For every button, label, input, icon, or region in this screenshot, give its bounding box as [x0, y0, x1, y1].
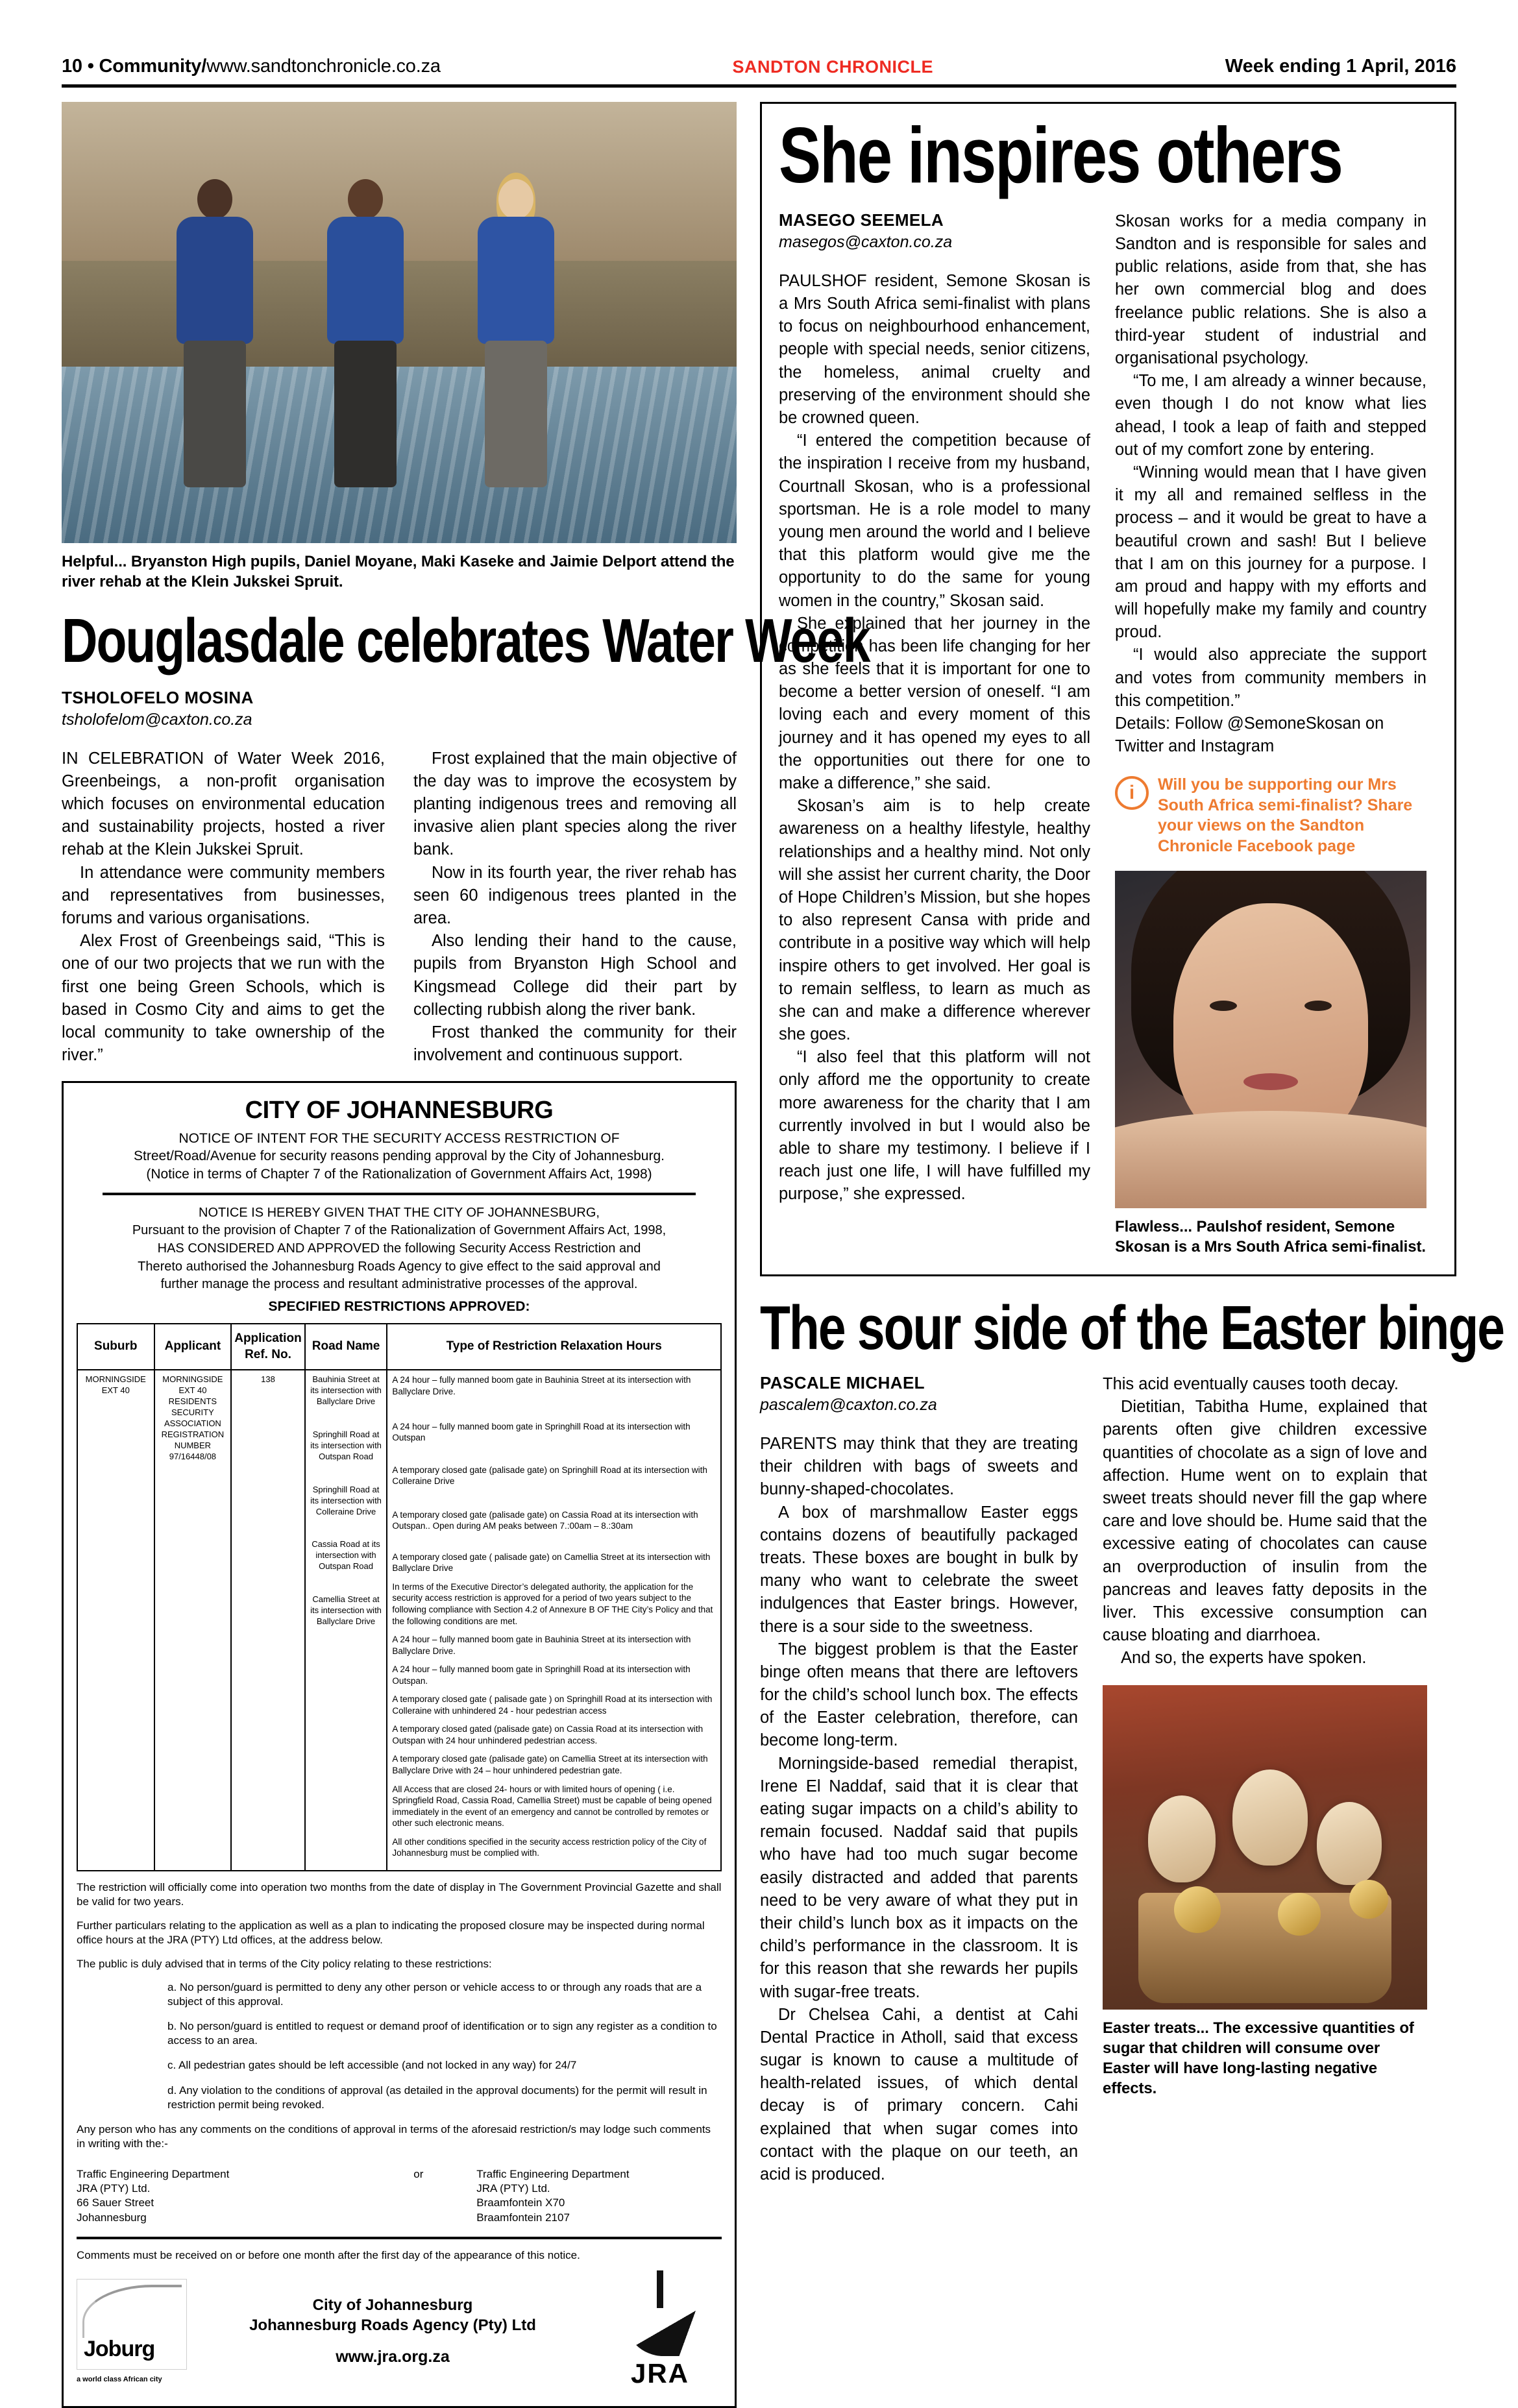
comments-deadline: Comments must be received on or before one month after the first day of the appearance of this notice. — [77, 2249, 580, 2262]
article-paragraph: “To me, I am already a winner because, even though I do not know what lies ahead, I took a leap of faith and stepped out of my comfort zone by entering. — [1115, 372, 1426, 459]
notice-given-line: Thereto authorised the Johannesburg Roads Agency to give effect to the said approval and — [138, 1259, 661, 1274]
cell-road-names — [305, 1370, 387, 1870]
person-figure — [444, 173, 588, 491]
restrictions-table — [77, 1323, 722, 1871]
article-paragraph: Skosan’s aim is to help create awareness on a healthy lifestyle, healthy relationships and a healthy mind. Not only will she assist her current charity, the Door of Hope Children’s Mission, but she hopes to also represent Cansa with pride and contribute in a positive way which will help inspire others to get involved. Her goal is to remain selfless, to learn as much as she can and make a difference wherever she goes. — [779, 797, 1090, 1044]
article-paragraph: “Winning would mean that I have given it my all and remained selfless in the process – and it would be great to have a beautiful crown and sash! But I believe that I am on this journey for a purpose. I am proud and happy with my efforts and will hopefully make my family and country proud. — [1115, 463, 1426, 642]
road-name-item: Cassia Road at its intersection with Outspan Road — [312, 1539, 380, 1572]
notice-given-line: Pursuant to the provision of Chapter 7 of the Rationalization of Government Affairs Act, 1998, — [132, 1223, 667, 1238]
notice-subtitle-line: (Notice in terms of Chapter 7 of the Rationalization of Government Affairs Act, 1998) — [146, 1167, 652, 1182]
cell-restriction-types — [387, 1370, 721, 1870]
address-line: JRA (PTY) Ltd. — [476, 2182, 550, 2195]
notice-given-block — [77, 1204, 722, 1294]
douglasdale-author-email: tsholofelom@caxton.co.za — [62, 710, 252, 729]
masthead-divider — [62, 84, 1456, 88]
publication-title: SANDTON CHRONICLE — [732, 57, 934, 77]
callout-text: Will you be supporting our Mrs South Africa semi-finalist? Share your views on the Sandton Chronicle Facebook page — [1158, 775, 1413, 855]
she-inspires-author: MASEGO SEEMELA — [779, 210, 944, 230]
portrait-lips — [1243, 1073, 1298, 1090]
address-line: JRA (PTY) Ltd. — [77, 2182, 151, 2195]
easter-headline: The sour side of the Easter binge — [760, 1293, 1504, 1363]
joburg-logo-box — [77, 2279, 187, 2370]
jra-website-url[interactable]: www.jra.org.za — [336, 2347, 450, 2366]
restriction-item: All other conditions specified in the security access restriction policy of the City of Johannesburg must be complied with. — [392, 1836, 707, 1858]
easter-col-2 — [1103, 1373, 1427, 2186]
col-header-ref-no: Application Ref. No. — [231, 1324, 304, 1370]
douglasdale-body — [62, 748, 737, 1067]
she-inspires-col-1 — [779, 210, 1090, 1258]
article-paragraph: In attendance were community members and representatives from businesses, forums and various organisations. — [62, 863, 385, 927]
article-paragraph: Dietitian, Tabitha Hume, explained that parents often give children excessive quantities of chocolate as a sign of love and affection. Hume went on to explain that sweet treats should never fill the gap where care and love should be. Hume said that the excessive eating of chocolates can cause an overproduction of insulin from the pancreas and leaves fatty deposits in the liver. This excessive consumption can cause bloating and diarrhoea. — [1103, 1398, 1427, 1645]
river-photo-caption: Helpful... Bryanston High pupils, Daniel Moyane, Maki Kaseke and Jaimie Delport attend the river rehab at the Klein Jukskei Spruit. — [62, 553, 735, 590]
jra-footer-text — [249, 2295, 536, 2367]
easter-article — [760, 1293, 1504, 2186]
col-header-suburb: Suburb — [77, 1324, 154, 1370]
address-left — [77, 2167, 360, 2226]
article-paragraph: “I also feel that this platform will not only afford me the opportunity to create more awareness for the charity that I am currently involved in but I would also be able to share my testimony. I believe if I reach just one life, I will have fulfilled my purpose,” she expressed. — [779, 1048, 1090, 1204]
page-number-label: 10 • Community/ — [62, 56, 207, 77]
issue-date: Week ending 1 April, 2016 — [1225, 56, 1456, 77]
address-separator: or — [413, 2167, 424, 2180]
easter-author-email: pascalem@caxton.co.za — [760, 1396, 937, 1415]
details-line: Twitter and Instagram — [1115, 737, 1275, 756]
col-header-restriction-type: Type of Restriction Relaxation Hours — [387, 1324, 721, 1370]
article-paragraph: She explained that her journey in the competition has been life changing for her as she feels that it is important for one to become a better version of oneself. “I am loving each and every moment of this journey and it has opened my eyes to all the opportunities out there for one to make a difference,” she said. — [779, 614, 1090, 793]
foil-wrapped-chocolate — [1278, 1893, 1321, 1936]
person-figure — [293, 173, 437, 491]
road-curve-icon — [624, 2311, 696, 2356]
notice-paragraph: The public is duly advised that in terms of the City policy relating to these restrictions: — [77, 1957, 492, 1970]
footer-org-line-1: City of Johannesburg — [312, 2296, 473, 2315]
notice-given-line: HAS CONSIDERED AND APPROVED the following Security Access Restriction and — [157, 1241, 641, 1256]
cell-ref-no: 138 — [231, 1370, 304, 1870]
douglasdale-author: TSHOLOFELO MOSINA — [62, 687, 254, 707]
notice-paragraph: Further particulars relating to the application as well as a plan to indicating the proposed closure may be inspected during normal office hours at the JRA (PTY) Ltd offices, at the address below. — [77, 1919, 705, 1947]
she-inspires-details — [1115, 712, 1426, 758]
col-header-applicant: Applicant — [154, 1324, 232, 1370]
joburg-arc-icon — [82, 2285, 182, 2338]
restriction-item: A 24 hour – fully manned boom gate in Bauhinia Street at its intersection with Ballyclare Drive. — [392, 1375, 691, 1396]
restriction-item: A temporary closed gate (palisade gate) on Cassia Road at its intersection with Outspan.. Open during AM peaks between 7.:00am – 8.:30am — [392, 1509, 698, 1531]
restriction-item: In terms of the Executive Director’s delegated authority, the application for the security access restriction is approved for a period of two years subject to the following compliance with Section 4.2 of Annexure B OF THE City’s Policy and that the following conditions are met. — [392, 1581, 713, 1626]
article-paragraph: Alex Frost of Greenbeings said, “This is one of our two projects that we run with the first one being Green Schools, which is based in Cosmo City and aims to get the local community to take ownership of the river.” — [62, 932, 385, 1065]
she-inspires-col-2 — [1115, 210, 1426, 1258]
road-name-item: Bauhinia Street at its intersection with Ballyclare Drive — [310, 1374, 382, 1407]
article-paragraph: Frost thanked the community for their involvement and continuous support. — [413, 1023, 737, 1065]
col-header-road-name: Road Name — [305, 1324, 387, 1370]
she-inspires-author-email: masegos@caxton.co.za — [779, 232, 953, 251]
comments-intro: Any person who has any comments on the conditions of approval in terms of the aforesaid restriction/s may lodge such comments in writing with the:- — [77, 2122, 711, 2150]
table-header-row — [77, 1324, 721, 1370]
article-paragraph: This acid eventually causes tooth decay. — [1103, 1375, 1399, 1394]
restriction-item: A 24 hour – fully manned boom gate in Springhill Road at its intersection with Outspan. — [392, 1664, 691, 1686]
restriction-item: A 24 hour – fully manned boom gate in Springhill Road at its intersection with Outspan — [392, 1421, 691, 1443]
joburg-logo — [77, 2279, 187, 2384]
article-paragraph: A box of marshmallow Easter eggs contains dozens of beautifully packaged treats. These boxes are bought in bulk by many who want to celebrate the sweet indulgences that Easter brings. However, there is a sour side to the sweetness. — [760, 1503, 1078, 1636]
address-right — [476, 2167, 722, 2226]
address-line: Johannesburg — [77, 2211, 147, 2224]
article-paragraph: Now in its fourth year, the river rehab has seen 60 indigenous trees planted in the area. — [413, 863, 737, 927]
restriction-item: A temporary closed gated (palisade gate) on Cassia Road at its intersection with Outspan with 24 hour unhindered pedestrian access. — [392, 1724, 704, 1745]
website-url: www.sandtonchronicle.co.za — [206, 56, 441, 77]
she-inspires-columns — [779, 210, 1438, 1258]
road-name-item: Springhill Road at its intersection with Colleraine Drive — [310, 1484, 382, 1516]
foil-wrapped-chocolate — [1174, 1886, 1221, 1933]
notice-given-line: NOTICE IS HEREBY GIVEN THAT THE CITY OF JOHANNESBURG, — [199, 1205, 600, 1220]
article-paragraph: Dr Chelsea Cahi, a dentist at Cahi Dental Practice in Atholl, said that excess sugar is known to cause a multitude of health-related issues, of which dental decay is of primary concern. Cahi explained that when sugar comes into contact with the plaque on our teeth, an acid is produced. — [760, 2005, 1078, 2184]
notice-subtitle-line: NOTICE OF INTENT FOR THE SECURITY ACCESS RESTRICTION OF — [178, 1130, 620, 1146]
restriction-item: All Access that are closed 24- hours or with limited hours of opening ( i.e. Springfield Road, Cassia Road, Camellia Street) must be capable of being opened immediately in the event of an emergency and cannot be controlled by remotes or other such electronic means. — [392, 1784, 712, 1829]
portrait-eye — [1210, 1001, 1237, 1011]
joburg-logo-wordmark: Joburg — [84, 2337, 155, 2362]
she-inspires-article — [760, 102, 1456, 1276]
easter-egg — [1317, 1802, 1382, 1885]
article-paragraph: “I would also appreciate the support and votes from community members in this competition.” — [1115, 646, 1426, 710]
cell-applicant: MORNINGSIDE EXT 40 RESIDENTS SECURITY ASSOCIATION REGISTRATION NUMBER 97/16448/08 — [154, 1370, 232, 1870]
restriction-item: A temporary closed gate ( palisade gate ) on Springhill Road at its intersection with Colleraine with unhindered 24 - hour pedestrian access — [392, 1694, 713, 1716]
masthead-left — [62, 56, 441, 77]
city-of-johannesburg-notice — [62, 1081, 737, 2408]
condition-item: b. No person/guard is entitled to request or demand proof of identification or to sign any register as a condition to access to an area. — [167, 2020, 717, 2047]
notice-conditions-list — [141, 1980, 722, 2112]
notice-addresses — [77, 2167, 722, 2226]
photo-people — [143, 173, 588, 491]
easter-egg — [1232, 1770, 1308, 1866]
table-row — [77, 1370, 721, 1870]
article-paragraph: And so, the experts have spoken. — [1121, 1649, 1367, 1668]
easter-treats-photo — [1103, 1685, 1427, 2010]
semone-skosan-portrait — [1115, 871, 1426, 1208]
info-icon: i — [1115, 776, 1149, 810]
she-inspires-body-col1 — [779, 270, 1090, 1206]
footer-org-line-2: Johannesburg Roads Agency (Pty) Ltd — [249, 2317, 536, 2335]
page-columns — [62, 102, 1504, 2408]
road-name-item: Springhill Road at its intersection with Outspan Road — [310, 1429, 382, 1461]
specified-restrictions-heading: SPECIFIED RESTRICTIONS APPROVED: — [268, 1298, 530, 1314]
portrait-caption: Flawless... Paulshof resident, Semone Skosan is a Mrs South Africa semi-finalist. — [1115, 1218, 1426, 1256]
notice-divider-bottom — [77, 2237, 722, 2239]
article-paragraph: Morningside-based remedial therapist, Irene El Naddaf, said that it is clear that eating sugar impacts on a child’s ability to remain focused. Naddaf said that pupils who have had too much sugar become easily distracted and added that parents need to be very aware of what they put in their child’s lunch box as it impacts on the child’s performance in the classroom. It is for this reason that she rewards her pupils with sugar-free treats. — [760, 1754, 1078, 2001]
article-paragraph: The biggest problem is that the Easter binge often means that there are leftovers for the child’s school lunch box. The effects of the Easter celebration, therefore, can become long-term. — [760, 1640, 1078, 1750]
jra-logo-letters: JRA — [630, 2358, 689, 2389]
restriction-item: A temporary closed gate ( palisade gate) on Camellia Street at its intersection with Ballyclare Drive — [392, 1551, 711, 1574]
river-rehab-photo — [62, 102, 737, 543]
hillbrow-tower-icon — [657, 2270, 663, 2308]
condition-item: a. No person/guard is permitted to deny any other person or vehicle access to or through any roads that are a subject of this approval. — [167, 1981, 702, 2008]
notice-subtitle-line: Street/Road/Avenue for security reasons pending approval by the City of Johannesburg. — [134, 1149, 665, 1164]
easter-col-1 — [760, 1373, 1078, 2186]
douglasdale-headline: Douglasdale celebrates Water Week — [62, 606, 870, 676]
notice-paragraph: The restriction will officially come into operation two months from the date of display in The Government Provincial Gazette and shall be valid for two years. — [77, 1880, 722, 1908]
article-paragraph: “I entered the competition because of the inspiration I receive from my husband, Courtnall Skosan, who is a professional sportsman. He is a role model to many young men around the world and I believe that this platform would give me the opportunity to do the same for young women in the country,” Skosan said. — [779, 432, 1090, 610]
article-paragraph: Frost explained that the main objective of the day was to improve the ecosystem by planting indigenous trees and removing all invasive alien plant species along the river bank. — [413, 749, 737, 859]
condition-item: d. Any violation to the conditions of approval (as detailed in the approval documents) for the permit will result in restriction permit being revoked. — [167, 2084, 707, 2111]
restriction-item: A 24 hour – fully manned boom gate in Bauhinia Street at its intersection with Ballyclare Drive. — [392, 1635, 691, 1656]
jra-logo — [598, 2270, 722, 2392]
address-line: Traffic Engineering Department — [476, 2167, 630, 2180]
restriction-item: A temporary closed gate (palisade gate) on Springhill Road at its intersection with Colleraine Drive — [392, 1465, 707, 1487]
easter-photo-caption: Easter treats... The excessive quantities of sugar that children will consume over Easter will have long-lasting negative effects. — [1103, 2019, 1414, 2097]
easter-author: PASCALE MICHAEL — [760, 1373, 925, 1393]
address-line: Braamfontein X70 — [476, 2196, 565, 2209]
article-paragraph: Skosan works for a media company in Sandton and is responsible for sales and public relations, aside from that, she has her own commercial blog and does freelance public relations. She is also a third-year student of industrial and organisational psychology. — [1115, 212, 1426, 368]
right-column — [760, 102, 1504, 2408]
article-paragraph: Also lending their hand to the cause, pupils from Bryanston High School and Kingsmead College did their part by collecting rubbish along the river bank. — [413, 932, 737, 1019]
condition-item: c. All pedestrian gates should be left accessible (and not locked in any way) for 24/7 — [167, 2059, 577, 2072]
cell-suburb: MORNINGSIDE EXT 40 — [77, 1370, 154, 1870]
douglasdale-byline-block — [62, 688, 737, 729]
notice-given-line: further manage the process and resultant administrative processes of the approval. — [160, 1277, 638, 1292]
road-name-item: Camellia Street at its intersection with Ballyclare Drive — [310, 1594, 382, 1626]
easter-body-col1 — [760, 1433, 1078, 2186]
notice-title: CITY OF JOHANNESBURG — [245, 1097, 554, 1125]
page-masthead — [62, 0, 1456, 77]
portrait-shoulders — [1115, 1111, 1426, 1208]
address-line: Braamfontein 2107 — [476, 2211, 570, 2224]
article-paragraph: PARENTS may think that they are treating their children with bags of sweets and bunny-shaped-chocolates. — [760, 1435, 1078, 1499]
article-paragraph: PAULSHOF resident, Semone Skosan is a Mrs South Africa semi-finalist with plans to focus on neighbourhood enhancement, people with special needs, senior citizens, the homeless, animal cruelty and preserving of the environment should she be crowned queen. — [779, 271, 1090, 428]
notice-subtitle — [77, 1130, 722, 1184]
she-inspires-headline: She inspires others — [779, 111, 1342, 199]
notice-divider — [103, 1193, 696, 1195]
easter-columns — [760, 1373, 1456, 2186]
details-line: Details: Follow @SemoneSkosan on — [1115, 714, 1384, 733]
person-figure — [143, 173, 287, 491]
restriction-item: A temporary closed gate (palisade gate) on Camellia Street at its intersection with Ballyclare Drive with 24 – hour unhindered pedestrian gate. — [392, 1754, 708, 1776]
article-paragraph: IN CELEBRATION of Water Week 2016, Greenbeings, a non-profit organisation which focuses on environmental education and sustainability projects, hosted a river rehab at the Klein Jukskei Spruit. — [62, 749, 385, 859]
she-inspires-body-col2 — [1115, 210, 1426, 712]
joburg-logo-tagline: a world class African city — [77, 2375, 162, 2383]
easter-body-col2 — [1103, 1373, 1427, 1670]
easter-egg — [1148, 1795, 1216, 1882]
facebook-callout[interactable] — [1115, 775, 1426, 857]
notice-logos — [77, 2270, 722, 2392]
address-line: 66 Sauer Street — [77, 2196, 154, 2209]
portrait-eye — [1304, 1001, 1332, 1011]
address-line: Traffic Engineering Department — [77, 2167, 230, 2180]
